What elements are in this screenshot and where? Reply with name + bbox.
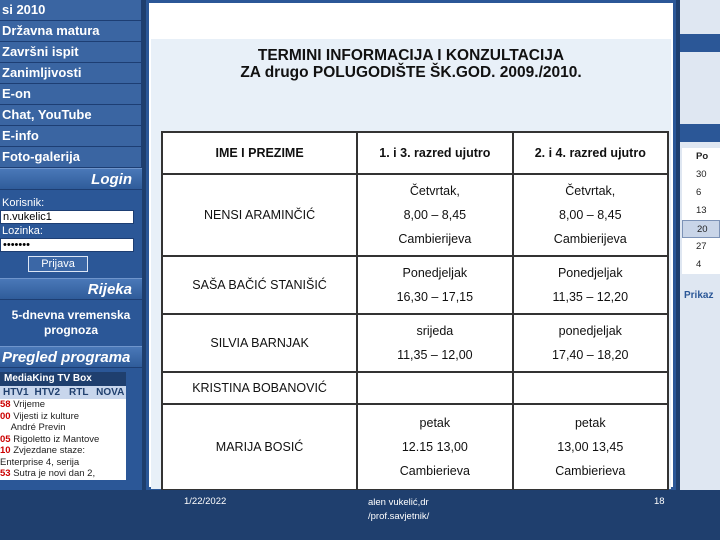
tv-box-title: MediaKing TV Box: [0, 372, 126, 386]
author-line-1: alen vukelić,dr: [368, 497, 429, 508]
password-label: Lozinka:: [2, 225, 43, 237]
title-line-2: ZA drugo POLUGODIŠTE ŠK.GOD. 2009./2010.: [240, 64, 582, 81]
schedule-cell: [357, 404, 512, 490]
calendar-header: Po: [696, 151, 709, 162]
username-input[interactable]: n.vukelic1: [0, 210, 134, 224]
schedule-time: 11,35 – 12,20: [552, 290, 629, 304]
schedule-location: Cambierieva: [399, 464, 470, 478]
tv-program-row[interactable]: [0, 411, 126, 423]
footer-author: [368, 496, 429, 524]
login-form: [0, 190, 142, 278]
schedule-location: Cambierieva: [555, 464, 626, 478]
schedule-time: 13,00 13,45: [557, 440, 624, 454]
calendar-day[interactable]: 13: [696, 205, 707, 216]
teacher-name: KRISTINA BOBANOVIĆ: [162, 372, 357, 404]
teacher-name: NENSI ARAMINČIĆ: [162, 174, 357, 256]
menu-item-chat[interactable]: Chat, YouTube: [0, 105, 142, 126]
tv-time: 53: [0, 468, 11, 479]
schedule-location: Cambierijeva: [398, 232, 472, 246]
schedule-day: ponedjeljak: [558, 324, 622, 338]
tv-program-header: Pregled programa: [0, 346, 142, 368]
right-panel-bar: [680, 34, 720, 52]
footer-date: 1/22/2022: [184, 496, 227, 507]
tv-title: André Previn: [10, 422, 66, 433]
tv-channel-tab[interactable]: HTV1: [2, 387, 29, 398]
right-panel: [680, 0, 720, 490]
teacher-name: SILVIA BARNJAK: [162, 314, 357, 372]
document-image: [151, 39, 671, 489]
teacher-name: MARIJA BOSIĆ: [162, 404, 357, 490]
schedule-cell: [513, 256, 668, 314]
tv-title: Sutra je novi dan 2,: [13, 468, 96, 479]
teacher-name: SAŠA BAČIĆ STANIŠIĆ: [162, 256, 357, 314]
calendar-day[interactable]: 30: [696, 169, 707, 180]
schedule-time: 12.15 13,00: [401, 440, 468, 454]
schedule-cell: [357, 256, 512, 314]
tv-channel-tab[interactable]: HTV2: [34, 387, 61, 398]
schedule-day: Ponedjeljak: [557, 266, 623, 280]
tv-box-wrapper: [0, 368, 142, 480]
table-header-row: [162, 132, 668, 174]
schedule-time: 17,40 – 18,20: [552, 348, 629, 362]
title-line-1: TERMINI INFORMACIJA I KONZULTACIJA: [257, 47, 565, 64]
column-header-grade-2-4: 2. i 4. razred ujutro: [513, 132, 668, 174]
column-header-grade-1-3: 1. i 3. razred ujutro: [357, 132, 512, 174]
tv-program-row[interactable]: [0, 445, 126, 457]
schedule-cell: [513, 404, 668, 490]
author-line-2: /prof.savjetnik/: [368, 511, 430, 522]
schedule-day: srijeda: [416, 324, 454, 338]
calendar-day[interactable]: 27: [696, 241, 707, 252]
right-panel-bar: [680, 124, 720, 142]
tv-time: 58: [0, 399, 11, 410]
menu-item-e-info[interactable]: E-info: [0, 126, 142, 147]
tv-channel-tab[interactable]: RTL: [69, 387, 89, 398]
schedule-time: 16,30 – 17,15: [396, 290, 474, 304]
menu-item-1[interactable]: si 2010: [0, 0, 142, 21]
rijeka-header: Rijeka: [0, 278, 142, 300]
schedule-day: petak: [419, 416, 451, 430]
tv-time: 00: [0, 410, 11, 422]
schedule-time: 8,00 – 8,45: [559, 208, 622, 222]
main-content: [146, 0, 676, 490]
tv-program-row[interactable]: [0, 468, 126, 480]
schedule-day: Ponedjeljak: [402, 266, 468, 280]
calendar-view-link[interactable]: Prikaz: [684, 290, 714, 301]
tv-time: 10: [0, 445, 11, 456]
schedule-cell: [513, 314, 668, 372]
login-header: Login: [0, 168, 142, 190]
footer-page-number: 18: [654, 496, 665, 507]
table-row: [162, 174, 668, 256]
tv-channel-tabs: [0, 386, 126, 399]
menu-item-zavrsni-ispit[interactable]: Završni ispit: [0, 42, 142, 63]
schedule-day: Četvrtak,: [409, 184, 460, 198]
tv-channel-tab[interactable]: NOVA: [96, 387, 125, 398]
tv-program-row[interactable]: [0, 422, 126, 434]
table-row: [162, 314, 668, 372]
slide-footer: [0, 490, 720, 540]
tv-title: Zvjezdane staze:: [13, 445, 86, 456]
column-header-name: IME I PREZIME: [162, 132, 357, 174]
tv-program-row[interactable]: [0, 457, 126, 469]
tv-program-row[interactable]: [0, 434, 126, 446]
schedule-day: petak: [574, 416, 606, 430]
schedule-time: 8,00 – 8,45: [403, 208, 467, 222]
calendar-day-selected[interactable]: 20: [682, 220, 720, 238]
table-row: [162, 372, 668, 404]
consultation-table: [161, 131, 669, 491]
menu-item-foto-galerija[interactable]: Foto-galerija: [0, 147, 142, 168]
schedule-day: Četvrtak,: [565, 184, 616, 198]
schedule-cell: [357, 174, 512, 256]
schedule-location: Cambierijeva: [553, 232, 627, 246]
tv-time: 05: [0, 433, 11, 445]
table-row: [162, 256, 668, 314]
document-title: [151, 39, 671, 81]
password-input[interactable]: •••••••: [0, 238, 134, 252]
username-label: Korisnik:: [2, 197, 45, 209]
table-row: [162, 404, 668, 490]
schedule-cell: [513, 174, 668, 256]
left-sidebar: [0, 0, 142, 490]
login-button[interactable]: Prijava: [28, 256, 88, 272]
tv-title: Vrijeme: [13, 399, 46, 410]
tv-program-row[interactable]: [0, 399, 126, 411]
schedule-cell: [357, 372, 512, 404]
schedule-cell: [513, 372, 668, 404]
tv-title: Vijesti iz kulture: [13, 410, 80, 422]
menu-item-zanimljivosti[interactable]: Zanimljivosti: [0, 63, 142, 84]
calendar-widget: [682, 148, 720, 274]
schedule-time: 11,35 – 12,00: [397, 348, 473, 362]
weather-forecast-link[interactable]: 5-dnevna vremenska prognoza: [0, 300, 142, 346]
tv-box: [0, 372, 126, 480]
calendar-day[interactable]: 6: [696, 187, 702, 198]
tv-title: Rigoletto iz Mantove: [13, 433, 100, 445]
menu-item-drzavna-matura[interactable]: Državna matura: [0, 21, 142, 42]
schedule-cell: [357, 314, 512, 372]
tv-title: Enterprise 4, serija: [0, 456, 80, 468]
calendar-day[interactable]: 4: [696, 259, 702, 270]
menu-item-e-on[interactable]: E-on: [0, 84, 142, 105]
